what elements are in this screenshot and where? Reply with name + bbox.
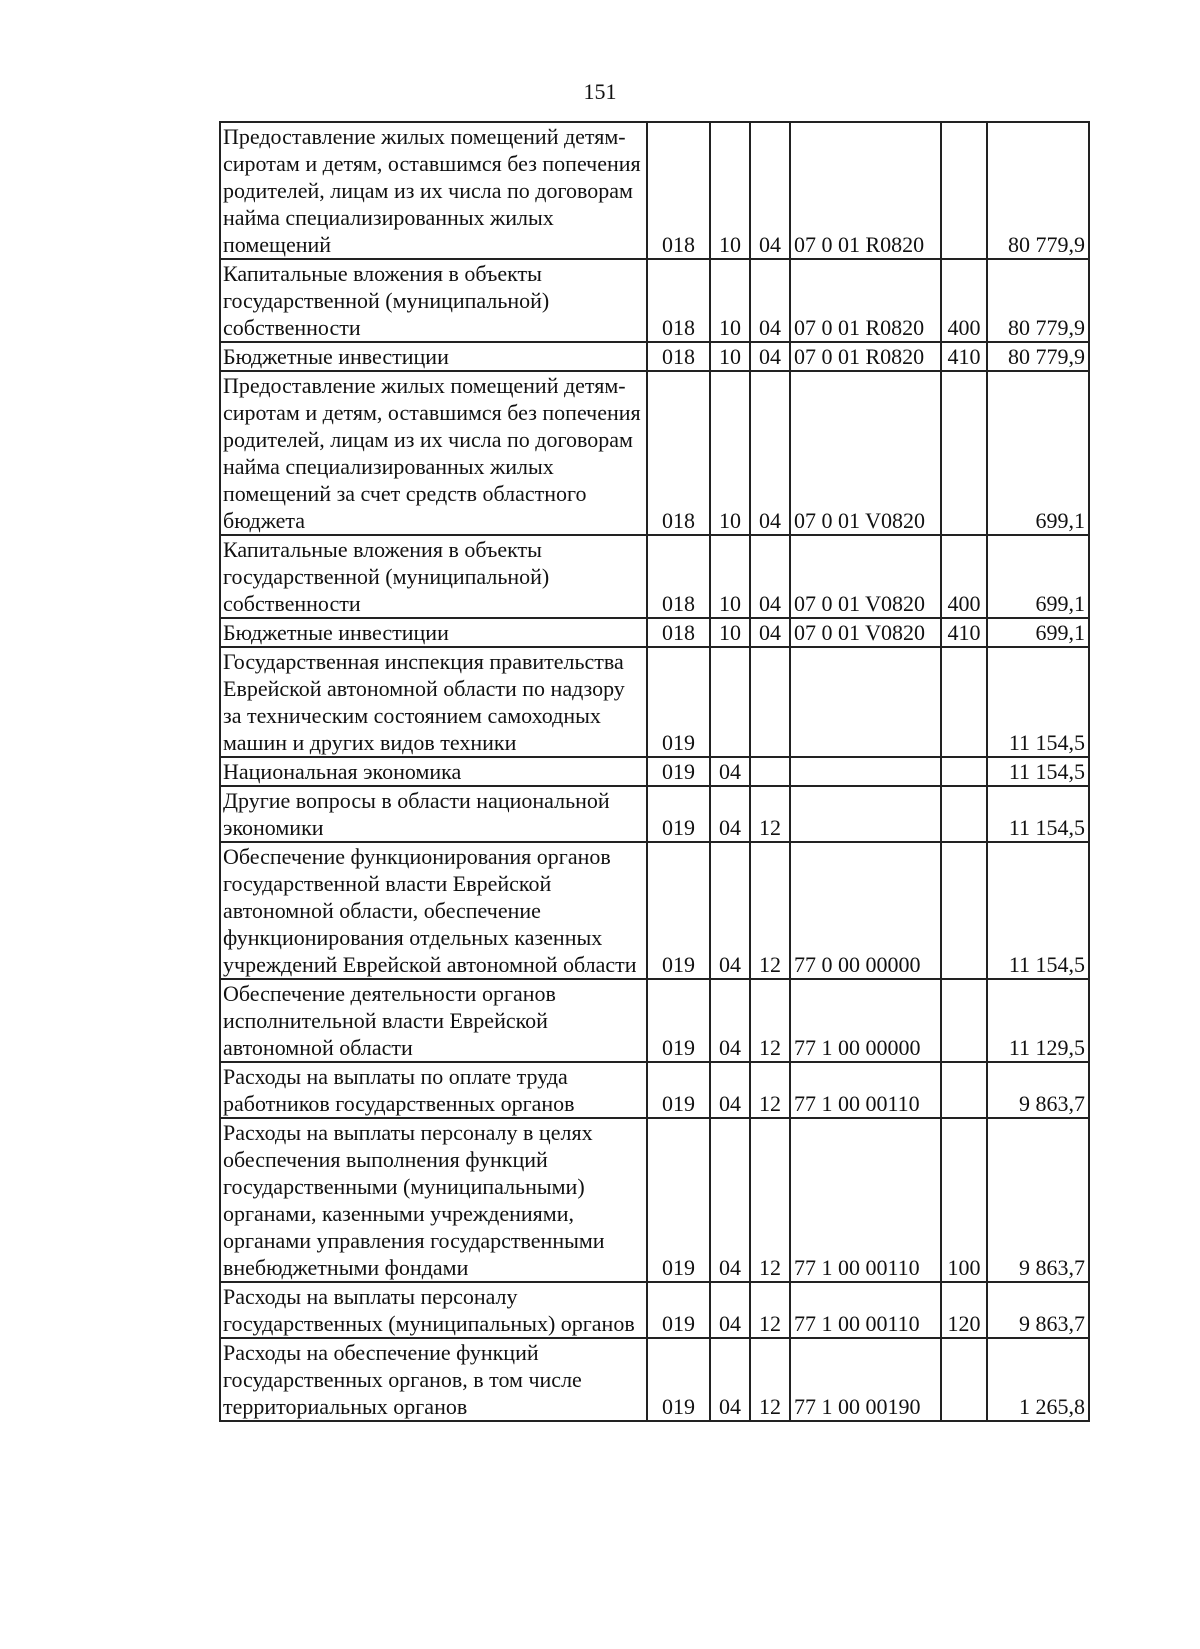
table-row xyxy=(220,1282,1089,1338)
amount: 11 154,5 xyxy=(987,647,1089,757)
section-code: 04 xyxy=(710,786,750,842)
table-row xyxy=(220,1062,1089,1118)
expense-type-code xyxy=(941,122,987,259)
subsection-code xyxy=(750,757,790,786)
department-code: 019 xyxy=(647,647,710,757)
table-row xyxy=(220,371,1089,535)
amount: 80 779,9 xyxy=(987,122,1089,259)
department-code: 019 xyxy=(647,979,710,1062)
subsection-code: 04 xyxy=(750,259,790,342)
expense-type-code xyxy=(941,979,987,1062)
expense-type-code xyxy=(941,786,987,842)
section-code: 04 xyxy=(710,757,750,786)
expense-type-code: 410 xyxy=(941,342,987,371)
item-name: Бюджетные инвестиции xyxy=(220,618,647,647)
target-article-code xyxy=(790,757,941,786)
item-name: Другие вопросы в области национальной экономики xyxy=(220,786,647,842)
section-code xyxy=(710,647,750,757)
item-name: Капитальные вложения в объекты государственной (муниципальной) собственности xyxy=(220,535,647,618)
subsection-code: 04 xyxy=(750,371,790,535)
target-article-code: 77 1 00 00110 xyxy=(790,1282,941,1338)
department-code: 019 xyxy=(647,757,710,786)
table-row xyxy=(220,757,1089,786)
section-code: 04 xyxy=(710,1118,750,1282)
table-row xyxy=(220,786,1089,842)
expense-type-code: 400 xyxy=(941,535,987,618)
expense-type-code: 400 xyxy=(941,259,987,342)
expense-type-code xyxy=(941,1062,987,1118)
table-row xyxy=(220,618,1089,647)
subsection-code: 04 xyxy=(750,618,790,647)
subsection-code: 12 xyxy=(750,979,790,1062)
department-code: 018 xyxy=(647,618,710,647)
amount: 9 863,7 xyxy=(987,1062,1089,1118)
subsection-code: 04 xyxy=(750,122,790,259)
target-article-code: 77 1 00 00110 xyxy=(790,1062,941,1118)
target-article-code: 07 0 01 R0820 xyxy=(790,342,941,371)
department-code: 018 xyxy=(647,122,710,259)
department-code: 019 xyxy=(647,1338,710,1421)
section-code: 10 xyxy=(710,259,750,342)
table-row xyxy=(220,535,1089,618)
section-code: 10 xyxy=(710,535,750,618)
target-article-code xyxy=(790,786,941,842)
item-name: Предоставление жилых помещений детям-сиротам и детям, оставшимся без попечения родителей, лицам из их числа по договорам найма специализированных жилых помещений за счет средств областного бюджета xyxy=(220,371,647,535)
table-row xyxy=(220,342,1089,371)
amount: 11 154,5 xyxy=(987,786,1089,842)
target-article-code: 07 0 01 V0820 xyxy=(790,618,941,647)
amount: 9 863,7 xyxy=(987,1118,1089,1282)
target-article-code: 07 0 01 V0820 xyxy=(790,535,941,618)
item-name: Расходы на выплаты персоналу в целях обеспечения выполнения функций государственными (муниципальными) органами, казенными учреждениями, органами управления государственными внебюджетными фондами xyxy=(220,1118,647,1282)
amount: 1 265,8 xyxy=(987,1338,1089,1421)
target-article-code: 77 0 00 00000 xyxy=(790,842,941,979)
subsection-code xyxy=(750,647,790,757)
section-code: 10 xyxy=(710,122,750,259)
table-row xyxy=(220,259,1089,342)
amount: 11 154,5 xyxy=(987,757,1089,786)
target-article-code: 07 0 01 R0820 xyxy=(790,122,941,259)
budget-table xyxy=(219,121,1090,1422)
department-code: 018 xyxy=(647,259,710,342)
item-name: Обеспечение функционирования органов государственной власти Еврейской автономной области, обеспечение функционирования отдельных казенных учреждений Еврейской автономной области xyxy=(220,842,647,979)
department-code: 019 xyxy=(647,1282,710,1338)
department-code: 018 xyxy=(647,371,710,535)
table-row xyxy=(220,1118,1089,1282)
department-code: 018 xyxy=(647,535,710,618)
target-article-code: 77 1 00 00000 xyxy=(790,979,941,1062)
department-code: 019 xyxy=(647,786,710,842)
department-code: 019 xyxy=(647,1062,710,1118)
department-code: 019 xyxy=(647,1118,710,1282)
section-code: 04 xyxy=(710,1062,750,1118)
item-name: Капитальные вложения в объекты государственной (муниципальной) собственности xyxy=(220,259,647,342)
section-code: 10 xyxy=(710,342,750,371)
section-code: 10 xyxy=(710,371,750,535)
subsection-code: 12 xyxy=(750,786,790,842)
page-number: 151 xyxy=(583,79,617,104)
subsection-code: 12 xyxy=(750,1062,790,1118)
expense-type-code: 100 xyxy=(941,1118,987,1282)
target-article-code xyxy=(790,647,941,757)
expense-type-code xyxy=(941,647,987,757)
item-name: Государственная инспекция правительства Еврейской автономной области по надзору за техническим состоянием самоходных машин и других видов техники xyxy=(220,647,647,757)
subsection-code: 12 xyxy=(750,1338,790,1421)
amount: 699,1 xyxy=(987,371,1089,535)
section-code: 04 xyxy=(710,1338,750,1421)
item-name: Обеспечение деятельности органов исполнительной власти Еврейской автономной области xyxy=(220,979,647,1062)
expense-type-code: 410 xyxy=(941,618,987,647)
amount: 699,1 xyxy=(987,618,1089,647)
subsection-code: 12 xyxy=(750,842,790,979)
subsection-code: 04 xyxy=(750,342,790,371)
target-article-code: 07 0 01 R0820 xyxy=(790,259,941,342)
expense-type-code xyxy=(941,842,987,979)
expense-type-code xyxy=(941,371,987,535)
item-name: Расходы на выплаты персоналу государственных (муниципальных) органов xyxy=(220,1282,647,1338)
target-article-code: 77 1 00 00110 xyxy=(790,1118,941,1282)
target-article-code: 77 1 00 00190 xyxy=(790,1338,941,1421)
department-code: 018 xyxy=(647,342,710,371)
item-name: Бюджетные инвестиции xyxy=(220,342,647,371)
amount: 9 863,7 xyxy=(987,1282,1089,1338)
section-code: 04 xyxy=(710,842,750,979)
expense-type-code xyxy=(941,757,987,786)
item-name: Предоставление жилых помещений детям-сиротам и детям, оставшимся без попечения родителей, лицам из их числа по договорам найма специализированных жилых помещений xyxy=(220,122,647,259)
item-name: Национальная экономика xyxy=(220,757,647,786)
target-article-code: 07 0 01 V0820 xyxy=(790,371,941,535)
subsection-code: 04 xyxy=(750,535,790,618)
amount: 699,1 xyxy=(987,535,1089,618)
item-name: Расходы на выплаты по оплате труда работников государственных органов xyxy=(220,1062,647,1118)
subsection-code: 12 xyxy=(750,1118,790,1282)
section-code: 10 xyxy=(710,618,750,647)
table-row xyxy=(220,1338,1089,1421)
table-row xyxy=(220,647,1089,757)
section-code: 04 xyxy=(710,1282,750,1338)
section-code: 04 xyxy=(710,979,750,1062)
budget-table-body xyxy=(220,122,1089,1421)
expense-type-code: 120 xyxy=(941,1282,987,1338)
table-row xyxy=(220,122,1089,259)
item-name: Расходы на обеспечение функций государственных органов, в том числе территориальных органов xyxy=(220,1338,647,1421)
table-row xyxy=(220,979,1089,1062)
amount: 80 779,9 xyxy=(987,259,1089,342)
expense-type-code xyxy=(941,1338,987,1421)
amount: 11 154,5 xyxy=(987,842,1089,979)
table-row xyxy=(220,842,1089,979)
subsection-code: 12 xyxy=(750,1282,790,1338)
amount: 11 129,5 xyxy=(987,979,1089,1062)
amount: 80 779,9 xyxy=(987,342,1089,371)
department-code: 019 xyxy=(647,842,710,979)
